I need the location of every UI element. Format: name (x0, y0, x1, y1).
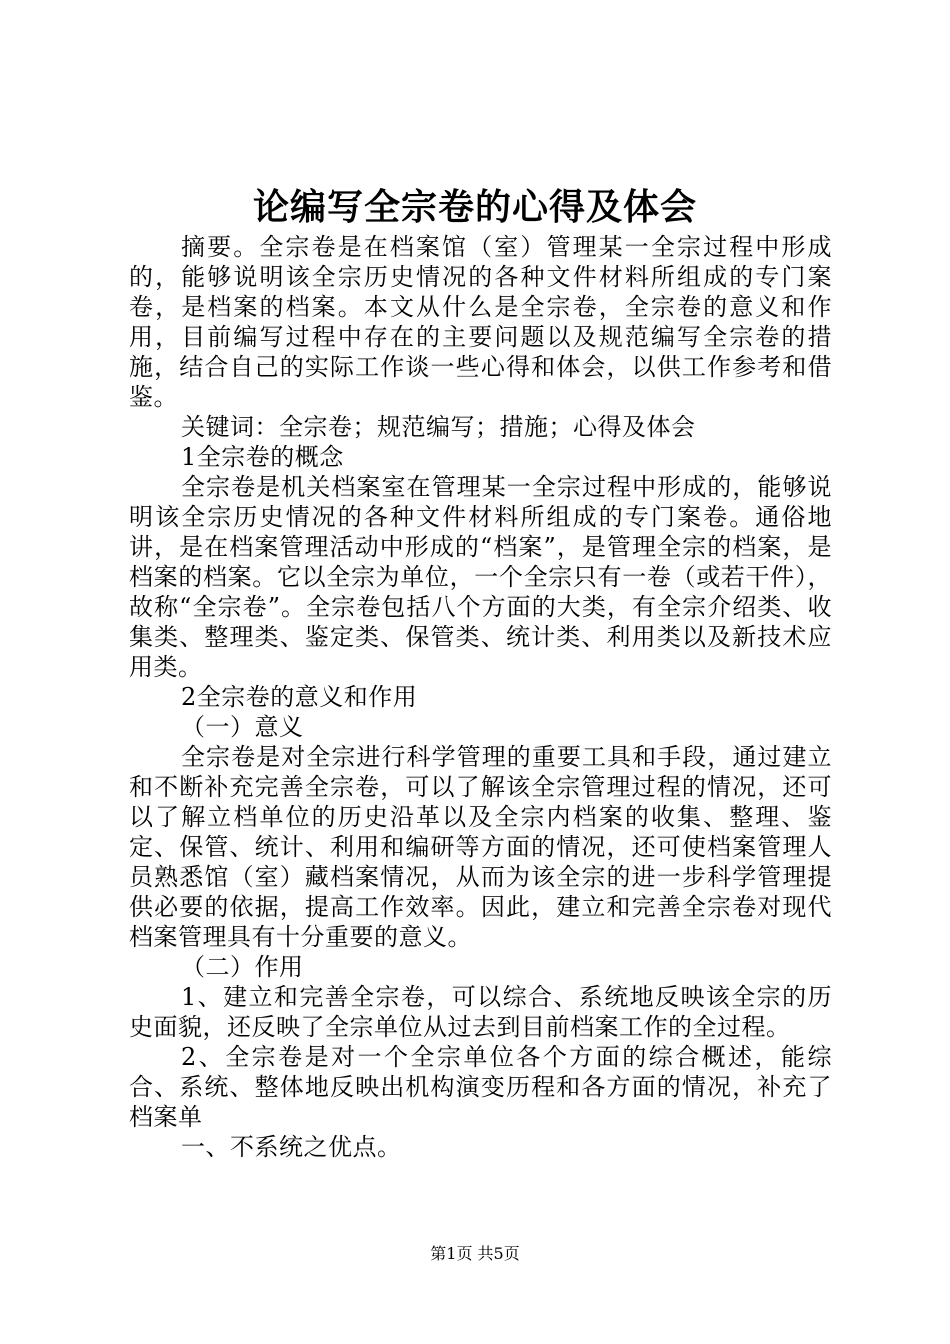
function-item-1: 1、建立和完善全宗卷，可以综合、系统地反映该全宗的历史面貌，还反映了全宗单位从过去到目前档案工作的全过程。 (129, 983, 832, 1041)
section-heading-2: 2全宗卷的意义和作用 (181, 683, 418, 711)
subsection-heading-significance: （一）意义 (181, 713, 304, 741)
document-title: 论编写全宗卷的心得及体会 (252, 187, 697, 228)
keywords-paragraph: 关键词：全宗卷；规范编写；措施；心得及体会 (181, 413, 696, 441)
subsection-heading-function: （二）作用 (181, 953, 304, 981)
page-footer: 第1页 共5页 (430, 1244, 520, 1263)
section-heading-1: 1全宗卷的概念 (181, 443, 344, 471)
concept-paragraph: 全宗卷是机关档案室在管理某一全宗过程中形成的，能够说明该全宗历史情况的各种文件材料所组成的专门案卷。通俗地讲，是在档案管理活动中形成的“档案”，是管理全宗的档案，是档案的档案。它以全宗为单位，一个全宗只有一卷（或若干件），故称“全宗卷”。全宗卷包括八个方面的大类，有全宗介绍类、收集类、整理类、鉴定类、保管类、统计类、利用类以及新技术应用类。 (129, 473, 832, 681)
significance-paragraph: 全宗卷是对全宗进行科学管理的重要工具和手段，通过建立和不断补充完善全宗卷，可以了解该全宗管理过程的情况，还可以了解立档单位的历史沿革以及全宗内档案的收集、整理、鉴定、保管、统计、利用和编研等方面的情况，还可使档案管理人员熟悉馆（室）藏档案情况，从而为该全宗的进一步科学管理提供必要的依据，提高工作效率。因此，建立和完善全宗卷对现代档案管理具有十分重要的意义。 (129, 743, 832, 951)
list-item-advantage: 一、不系统之优点。 (181, 1133, 402, 1161)
function-item-2: 2、全宗卷是对一个全宗单位各个方面的综合概述，能综合、系统、整体地反映出机构演变历程和各方面的情况，补充了档案单 (129, 1043, 832, 1131)
abstract-paragraph: 摘要。全宗卷是在档案馆（室）管理某一全宗过程中形成的，能够说明该全宗历史情况的各种文件材料所组成的专门案卷，是档案的档案。本文从什么是全宗卷，全宗卷的意义和作用，目前编写过程中存在的主要问题以及规范编写全宗卷的措施，结合自己的实际工作谈一些心得和体会，以供工作参考和借鉴。 (129, 233, 832, 411)
document-body (129, 232, 832, 1162)
